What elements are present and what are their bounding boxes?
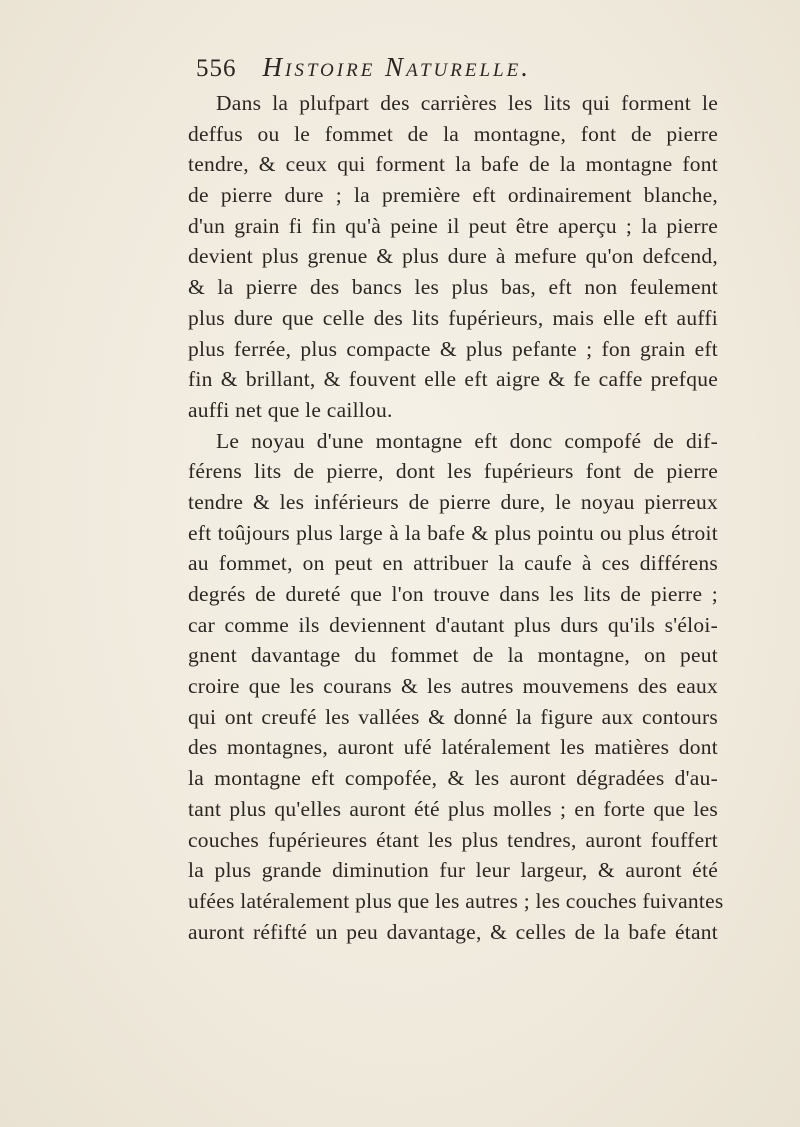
text-line: Le noyau d'une montagne eft donc compofé de dif-	[216, 428, 718, 453]
text-line: la plus grande diminution fur leur largeur, & auront été	[188, 858, 718, 883]
text-line: degrés de dureté que l'on trouve dans les lits de pierre ;	[188, 582, 718, 606]
text-line: des montagnes, auront ufé latéralement les matières dont	[188, 735, 718, 760]
text-line: car comme ils deviennent d'autant plus durs qu'ils s'éloi-	[188, 612, 718, 637]
text-line: ufées latéralement plus que les autres ; les couches fuivantes	[188, 888, 724, 913]
text-line: devient plus grenue & plus dure à mefure qu'on defcend,	[188, 244, 718, 269]
text-line: férens lits de pierre, dont les fupérieurs font de pierre	[188, 459, 718, 484]
text-line: au fommet, on peut en attribuer la caufe à ces différens	[188, 551, 718, 576]
text-line: tendre, & ceux qui forment la bafe de la montagne font	[188, 152, 718, 177]
running-title: Histoire Naturelle.	[262, 52, 531, 82]
text-line: eft toûjours plus large à la bafe & plus pointu ou plus étroit	[188, 520, 718, 545]
text-line: tant plus qu'elles auront été plus molles ; en forte que les	[188, 796, 718, 821]
text-line: plus ferrée, plus compacte & plus pefante ; fon grain eft	[188, 336, 718, 361]
text-line: & la pierre des bancs les plus bas, eft non feulement	[188, 275, 718, 300]
text-line: fin & brillant, & fouvent elle eft aigre & fe caffe prefque	[188, 367, 718, 392]
text-line: la montagne eft compofée, & les auront dégradées d'au-	[188, 766, 718, 791]
text-line: de pierre dure ; la première eft ordinairement blanche,	[188, 183, 718, 208]
text-line: couches fupérieures étant les plus tendres, auront fouffert	[188, 827, 718, 852]
body-text	[188, 88, 724, 947]
text-line: auront réfifté un peu davantage, & celles de la bafe étant	[188, 919, 718, 944]
running-head	[196, 52, 626, 92]
text-line: tendre & les inférieurs de pierre dure, le noyau pierreux	[188, 489, 718, 514]
text-line: auffi net que le caillou.	[188, 397, 393, 422]
text-line: qui ont creufé les vallées & donné la figure aux contours	[188, 704, 718, 729]
text-line: croire que les courans & les autres mouvemens des eaux	[188, 674, 718, 699]
text-line: deffus ou le fommet de la montagne, font de pierre	[188, 121, 718, 146]
text-line: gnent davantage du fommet de la montagne, on peut	[188, 643, 718, 668]
text-line: plus dure que celle des lits fupérieurs, mais elle eft auffi	[188, 305, 718, 330]
text-line: d'un grain fi fin qu'à peine il peut être aperçu ; la pierre	[188, 213, 718, 238]
text-line: Dans la plufpart des carrières les lits qui forment le	[216, 91, 718, 115]
page-number: 556	[196, 55, 237, 82]
